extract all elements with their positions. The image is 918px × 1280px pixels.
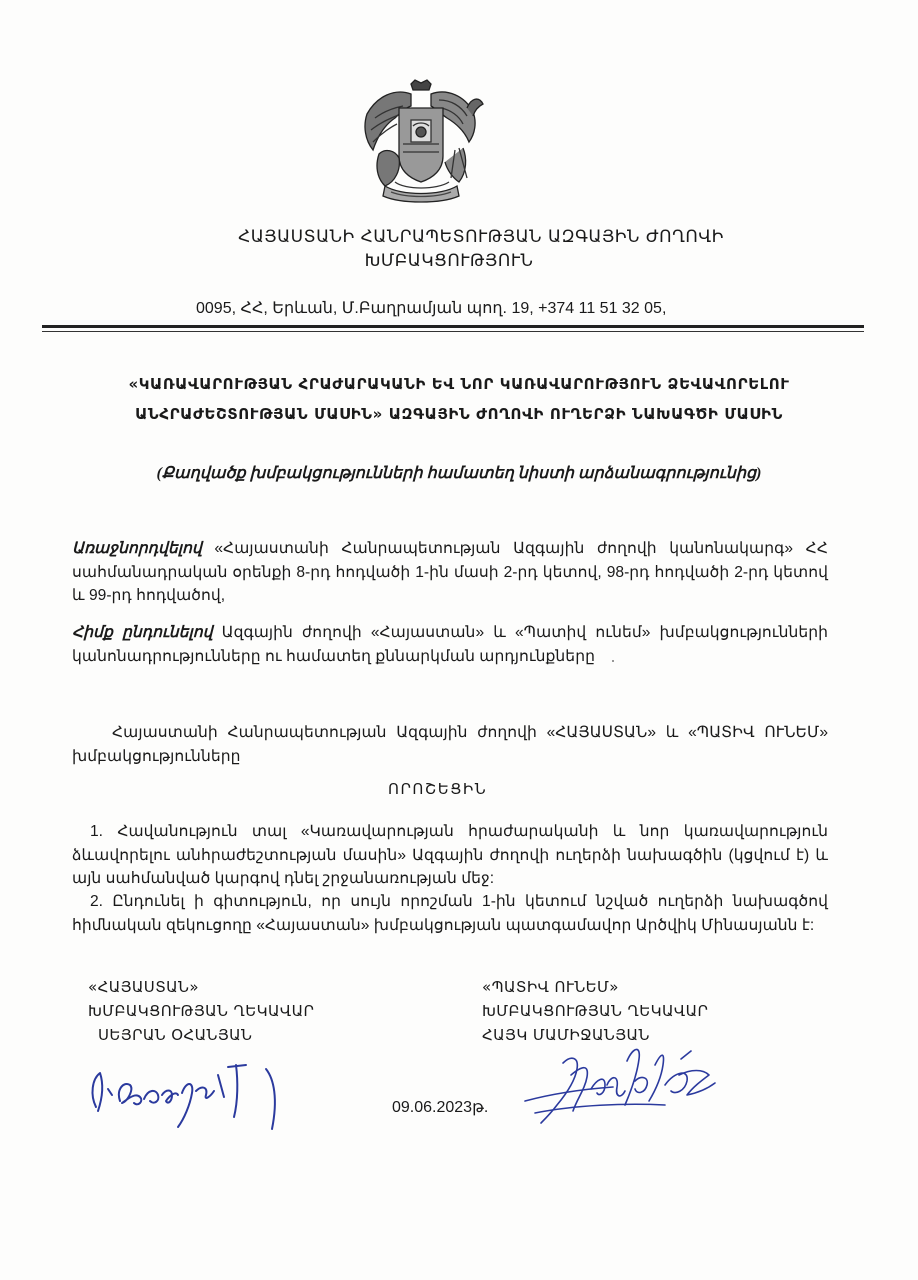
header-rule-thick: [42, 325, 864, 328]
right-handwritten-signature: [515, 1035, 730, 1135]
paragraph-guided-by: [72, 537, 828, 608]
right-role: ԽՄԲԱԿՑՈՒԹՅԱՆ ՂԵԿԱՎԱՐ: [482, 1002, 709, 1020]
decision-item-1: 1. Հավանություն տալ «Կառավարության հրաժարականի և նոր կառավարություն ձևավորելու անհրաժեշտության մասին» Ազգային ժողովի ուղերձի նախագծին (կցվում է) և այն սահմանված կարգով դնել շրջանառության մեջ:: [72, 823, 828, 887]
left-faction-name: «ՀԱՅԱՍՏԱՆ»: [88, 978, 199, 996]
signature-block-left: [88, 975, 314, 1047]
document-title-line1: «ԿԱՌԱՎԱՐՈՒԹՅԱՆ ՀՐԱԺԱՐԱԿԱՆԻ ԵՎ ՆՈՐ ԿԱՌԱՎԱՐՈՒԹՅՈՒՆ ՁԵՎԱՎՈՐԵԼՈՒ: [128, 375, 790, 393]
decision-item-2: 2. Ընդունել ի գիտություն, որ սույն որոշման 1-ին կետում նշված ուղերձի նախագծով հիմնական զեկուցողը «Հայաստան» խմբակցության պատգամավոր Արծվիկ Մինասյանն է:: [72, 893, 828, 934]
document-title-line2: ԱՆՀՐԱԺԵՇՏՈՒԹՅԱՆ ՄԱՍԻՆ» ԱԶԳԱՅԻՆ ԺՈՂՈՎԻ ՈՒՂԵՐՁԻ ՆԱԽԱԳԾԻ ՄԱՍԻՆ: [135, 405, 783, 423]
right-signatory-name: ՀԱՅԿ ՄԱՄԻՋԱՆՅԱՆ: [482, 1026, 650, 1044]
paragraph-lead-based: Հիմք ընդունելով: [72, 624, 213, 641]
org-title-line2: ԽՄԲԱԿՑՈՒԹՅՈՒՆ: [364, 251, 534, 271]
org-title-line1: ՀԱՅԱՍՏԱՆԻ ՀԱՆՐԱՊԵՏՈՒԹՅԱՆ ԱԶԳԱՅԻՆ ԺՈՂՈՎԻ: [238, 227, 724, 247]
header-rule-thin: [42, 331, 864, 332]
left-signatory-name: ՍԵՅՐԱՆ ՕՀԱՆՅԱՆ: [98, 1026, 253, 1044]
document-subtitle: (Քաղվածք խմբակցությունների համատեղ նիստի արձանագրությունից): [156, 465, 762, 482]
address-line: 0095, ՀՀ, Երևան, Մ.Բաղրամյան պող. 19, +374 11 51 32 05,: [196, 300, 667, 317]
scan-speck: [612, 660, 614, 662]
paragraph-text-based: Ազգային ժողովի «Հայաստան» և «Պատիվ ունեմ» խմբակցությունների կանոնադրությունները ու համատեղ քննարկման արդյունքները: [72, 624, 829, 665]
paragraph-text-guided: «Հայաստանի Հանրապետության Ազգային ժողովի կանոնակարգ» ՀՀ սահմանադրական օրենքի 8-րդ հոդվածի 1-ին մասի 2-րդ կետով, 98-րդ հոդվածի 2-րդ կետով և 99-րդ հոդվածով,: [72, 540, 828, 604]
paragraph-factions: Հայաստանի Հանրապետության Ազգային ժողովի «ՀԱՅԱՍՏԱՆ» և «ՊԱՏԻՎ ՈՒՆԵՄ» խմբակցությունները: [72, 724, 828, 765]
coat-of-arms-emblem: [355, 78, 487, 206]
document-date: 09.06.2023թ.: [392, 1099, 489, 1116]
paragraph-based-on: [72, 621, 828, 668]
left-handwritten-signature: [78, 1045, 293, 1135]
right-faction-name: «ՊԱՏԻՎ ՈՒՆԵՄ»: [482, 978, 619, 996]
left-role: ԽՄԲԱԿՑՈՒԹՅԱՆ ՂԵԿԱՎԱՐ: [88, 1002, 315, 1020]
decision-heading: ՈՐՈՇԵՑԻՆ: [388, 780, 488, 798]
paragraph-lead-guided: Առաջնորդվելով: [72, 540, 202, 557]
